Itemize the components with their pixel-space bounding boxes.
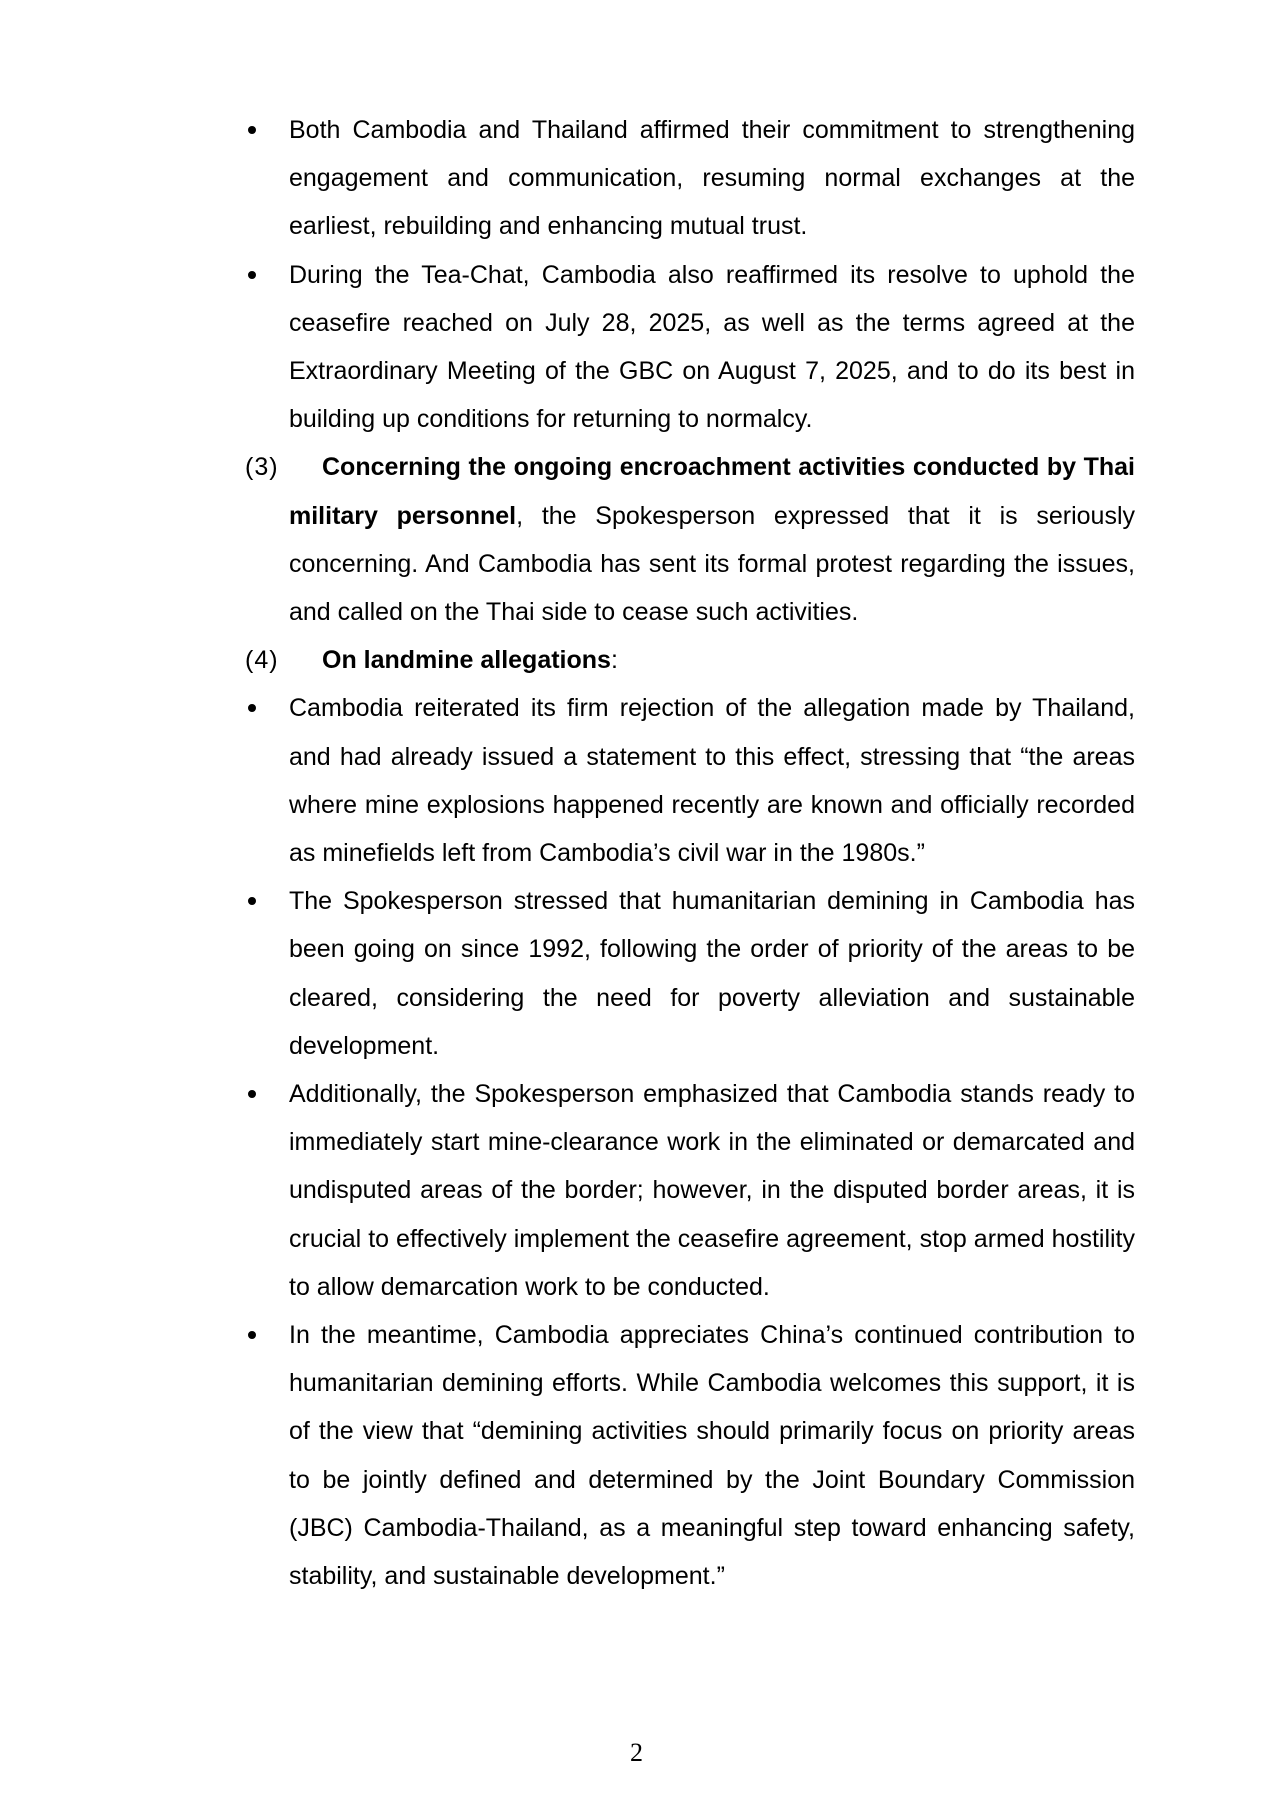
- document-body: [245, 106, 1135, 1600]
- bullet-dot-icon: [248, 126, 256, 134]
- bullet-dot-icon: [248, 1331, 256, 1339]
- bullet-text: The Spokesperson stressed that humanitarian demining in Cambodia has been going on since 1992, following the order of priority of the areas to be cleared, considering the need for poverty alleviation and sustainable development.: [289, 887, 1135, 1060]
- bullet-text: Both Cambodia and Thailand affirmed their commitment to strengthening engagement and communication, resuming normal exchanges at the earliest, rebuilding and enhancing mutual trust.: [289, 116, 1135, 241]
- section-heading: Concerning the ongoing encroachment activities conducted by Thai military personnel: [289, 453, 1135, 530]
- bullet-text: In the meantime, Cambodia appreciates China’s continued contribution to humanitarian demining efforts. While Cambodia welcomes this support, it is of the view that “demining activities should primarily focus on priority areas to be jointly defined and determined by the Joint Boundary Commission (JBC) Cambodia-Thailand, as a meaningful step toward enhancing safety, stability, and sustainable development.”: [289, 1321, 1135, 1591]
- bullet-item: [245, 1070, 1135, 1311]
- bullet-text: Additionally, the Spokesperson emphasized that Cambodia stands ready to immediately start mine-clearance work in the eliminated or demarcated and undisputed areas of the border; however, in the disputed border areas, it is crucial to effectively implement the ceasefire agreement, stop armed hostility to allow demarcation work to be conducted.: [289, 1080, 1135, 1301]
- section-number: (4): [245, 646, 279, 675]
- section-number: (3): [245, 453, 279, 482]
- bullet-text: Cambodia reiterated its firm rejection of the allegation made by Thailand, and had already issued a statement to this effect, stressing that “the areas where mine explosions happened recently are known and officially recorded as minefields left from Cambodia’s civil war in the 1980s.”: [289, 694, 1135, 868]
- section-4: [245, 636, 1135, 684]
- section-heading: On landmine allegations: [322, 646, 611, 675]
- section-text: , the Spokesperson expressed that it is seriously concerning. And Cambodia has sent its formal protest regarding the issues, and called on the Thai side to cease such activities.: [289, 501, 1135, 627]
- bullet-item: [245, 1311, 1135, 1600]
- page-number: 2: [630, 1738, 643, 1767]
- bullet-text: During the Tea-Chat, Cambodia also reaffirmed its resolve to uphold the ceasefire reached on July 28, 2025, as well as the terms agreed at the Extraordinary Meeting of the GBC on August 7, 2025, and to do its best in building up conditions for returning to normalcy.: [289, 260, 1135, 434]
- bullet-dot-icon: [248, 1090, 256, 1098]
- bullet-dot-icon: [248, 704, 256, 712]
- section-3: [245, 443, 1135, 636]
- bullet-item: [245, 877, 1135, 1070]
- bullet-item: [245, 684, 1135, 877]
- bullet-item: [245, 106, 1135, 251]
- bullet-dot-icon: [248, 897, 256, 905]
- section-text: :: [610, 646, 618, 675]
- bullet-item: [245, 251, 1135, 444]
- bullet-dot-icon: [248, 271, 256, 279]
